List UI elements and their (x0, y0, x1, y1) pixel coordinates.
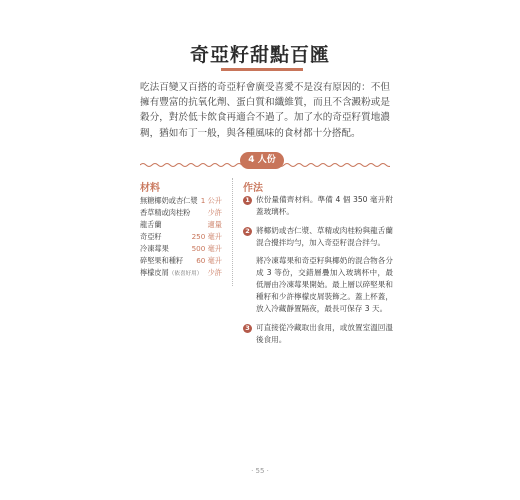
ingredients-heading: 材料 (140, 183, 160, 194)
ingredient-name (140, 219, 162, 231)
step-number-badge: 2 (243, 227, 252, 236)
ingredient-name (140, 195, 198, 207)
ingredient-row (140, 243, 222, 255)
ingredient-name-text: 碎堅果和種籽 (140, 256, 184, 265)
step-text: 將椰奶或杏仁漿、草精或肉桂粉與龍舌蘭混合攪拌均勻，加入奇亞籽混合拌勻。 (256, 226, 393, 247)
ingredient-qty: 60 毫升 (196, 256, 222, 265)
ingredient-list (140, 195, 222, 279)
ingredient-qty: 少許 (207, 268, 222, 277)
method-heading: 作法 (243, 183, 263, 194)
ingredient-qty: 1 公升 (200, 196, 222, 205)
ingredient-name-text: 無糖椰奶或杏仁漿 (140, 196, 198, 205)
ingredient-row (140, 219, 222, 231)
ingredient-name-text: 香草精或肉桂粉 (140, 208, 191, 217)
ingredient-name-text: 奇亞籽 (140, 232, 162, 241)
ingredient-row (140, 267, 222, 279)
ingredient-name (140, 231, 162, 243)
method-step (243, 194, 393, 218)
step-text: 可直接從冷藏取出食用，或放置室溫回溫後食用。 (256, 323, 393, 344)
step-body (256, 194, 393, 218)
ingredient-name (140, 207, 190, 219)
ingredient-row (140, 255, 222, 267)
ingredient-qty: 500 毫升 (191, 244, 222, 253)
ingredient-name-text: 冷凍莓果 (140, 244, 169, 253)
step-number-badge: 1 (243, 196, 252, 205)
intro-paragraph: 吃法百變又百搭的奇亞籽會廣受喜愛不是沒有原因的：不但擁有豐富的抗氧化劑、蛋白質和纖維質，而且不含澱粉或是穀分，對於低卡飲食再適合不過了。加了水的奇亞籽質地濃稠，猶如布丁一般，與各種風味的食材都十分搭配。 (140, 82, 390, 139)
ingredient-qty: 250 毫升 (191, 232, 222, 241)
ingredient-name (140, 267, 202, 280)
method-steps (243, 194, 393, 353)
ingredient-name-text: 龍舌蘭 (140, 220, 162, 229)
step-body (256, 225, 393, 315)
ingredient-qty: 適量 (207, 220, 222, 229)
ingredient-name (140, 243, 169, 255)
ingredient-row (140, 195, 222, 207)
ingredient-note: （依喜好用） (168, 271, 203, 277)
title-underline (221, 68, 303, 71)
step-text: 依份量備齊材料。準備 4 個 350 毫升附蓋玻璃杯。 (256, 195, 393, 216)
servings-badge: 4 人份 (240, 152, 284, 169)
column-divider (232, 178, 233, 286)
method-step (243, 225, 393, 315)
ingredient-name (140, 255, 183, 267)
page-number: · 55 · (251, 467, 269, 475)
step-number-badge: 3 (243, 324, 252, 333)
ingredient-qty: 少許 (207, 208, 222, 217)
page-title: 奇亞籽甜點百匯 (189, 44, 330, 66)
method-step (243, 322, 393, 346)
page-number-value: 55 (255, 467, 265, 475)
ingredient-name-text: 檸檬皮屑 (140, 268, 169, 277)
step-body (256, 322, 393, 346)
ingredient-row (140, 207, 222, 219)
step-text: 將冷凍莓果和奇亞籽與椰奶的混合物各分成 3 等份，交錯層疊加入玻璃杯中，最低層由冷凍莓果開始。最上層以碎堅果和種籽和少許檸檬皮屑裝飾之。蓋上杯蓋，放入冷藏靜置隔夜，最長可保存 3 天。 (256, 256, 393, 313)
ingredient-row (140, 231, 222, 243)
